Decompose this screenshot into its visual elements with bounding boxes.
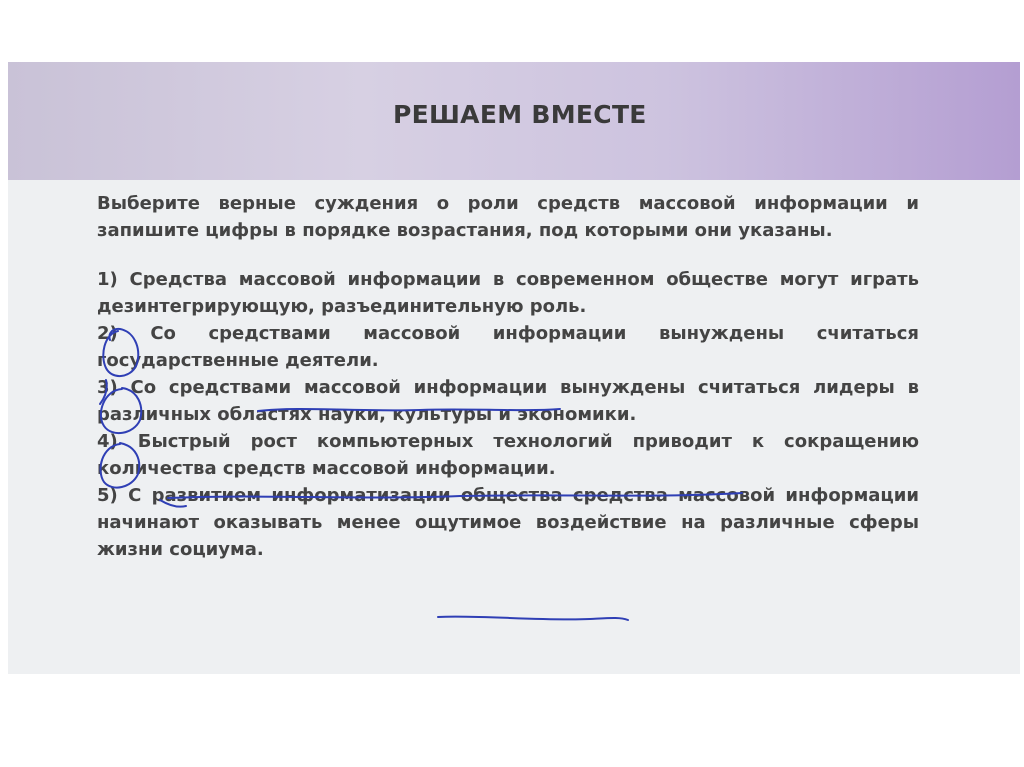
task-content bbox=[97, 190, 919, 563]
answer-option-3: 3) Со средствами массовой информации вынуждены считаться лидеры в различных областях науки, культуры и экономики. bbox=[97, 377, 919, 425]
task-instruction: Выберите верные суждения о роли средств массовой информации и запишите цифры в порядке возрастания, под которыми они указаны. bbox=[97, 193, 919, 241]
slide-title: РЕШАЕМ ВМЕСТЕ bbox=[393, 100, 647, 129]
slide-header bbox=[8, 62, 1020, 180]
answer-options bbox=[97, 266, 919, 563]
answer-option-5: 5) С развитием информатизации общества средства массовой информации начинают оказывать менее ощутимое воздействие на различные сферы жизни социума. bbox=[97, 485, 919, 560]
answer-option-1: 1) Средства массовой информации в современном обществе могут играть дезинтегрирующую, разъединительную роль. bbox=[97, 269, 919, 317]
answer-option-2: 2) Со средствами массовой информации вынуждены считаться государственные деятели. bbox=[97, 323, 919, 371]
answer-option-4: 4) Быстрый рост компьютерных технологий приводит к сокращению количества средств массовой информации. bbox=[97, 431, 919, 479]
